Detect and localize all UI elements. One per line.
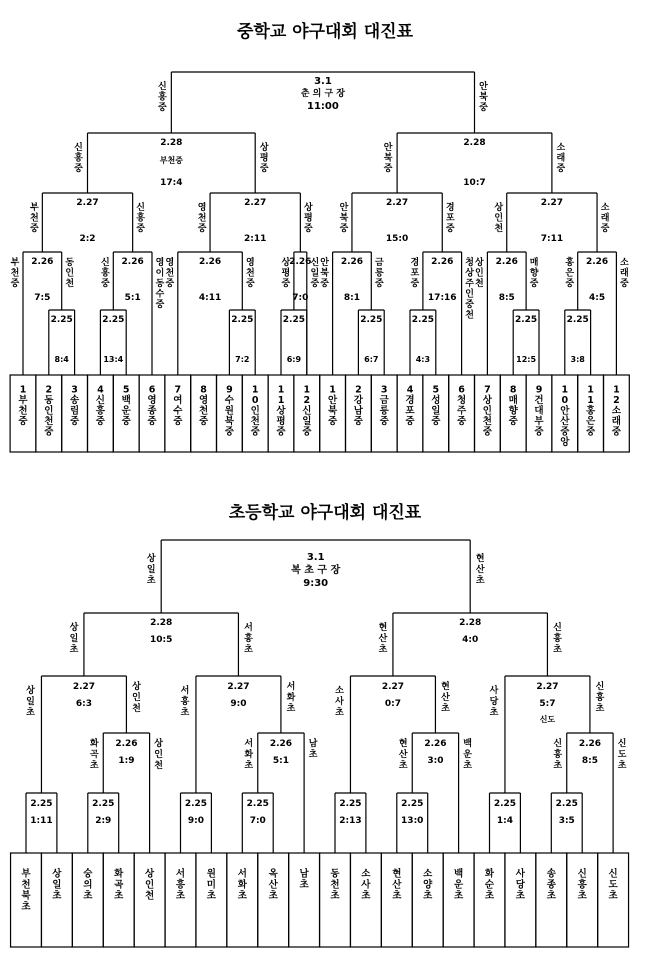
team-name: 6 영 종 중	[147, 384, 157, 427]
game-date: 2.26	[269, 739, 293, 749]
game-date: 2.28	[459, 618, 482, 628]
game-score: 13:4	[103, 355, 124, 364]
game-score: 5:7	[539, 699, 556, 709]
game-date: 2.26	[431, 257, 454, 267]
game-date: 2.26	[121, 257, 144, 267]
winner-label: 안 북 중	[383, 143, 393, 174]
middle-title: 중학교 야구대회 대진표	[236, 22, 414, 42]
game-date: 2.28	[160, 138, 183, 148]
game-score: 17:4	[160, 178, 183, 188]
game-score: 1:11	[30, 816, 53, 826]
team-name: 부 천 북 초	[21, 868, 31, 913]
game-score: 3:0	[427, 756, 444, 766]
winner-label: 경 포 중	[410, 258, 420, 289]
team-name: 남 초	[299, 868, 309, 891]
team-name: 소 양 초	[423, 868, 433, 902]
team-name: 4 경 포 중	[405, 384, 415, 427]
game-date: 2.25	[246, 799, 269, 809]
team-name: 1 안 북 중	[328, 384, 338, 427]
team-name: 9 수 원 북 중	[224, 384, 234, 438]
team-name: 5 성 일 중	[431, 384, 441, 427]
team-name: 원 미 초	[206, 868, 216, 902]
game-score: 8:1	[343, 293, 361, 303]
game-score: 17:16	[427, 293, 457, 303]
winner-label: 안 북 중	[479, 82, 488, 113]
team-name: 1 0 인 천 중	[250, 384, 260, 438]
game-score: 4:3	[415, 355, 431, 364]
team-name: 송 종 초	[546, 868, 556, 902]
winner-label: 소 래 중	[556, 143, 566, 174]
game-score: 1:9	[118, 756, 135, 766]
game-score: 2:11	[244, 234, 267, 244]
game-date: 2.26	[198, 257, 222, 267]
game-score: 4:11	[198, 293, 222, 303]
winner-label: 안 북 중	[339, 203, 349, 234]
winner-label: 현 산 초	[441, 682, 450, 714]
game-score: 10:7	[463, 178, 486, 188]
game-score: 9:0	[230, 699, 247, 709]
winner-label: 영 천 중	[197, 203, 207, 234]
game-date: 2.28	[463, 138, 486, 148]
winner-label: 영 이 동 수 중	[155, 258, 165, 310]
game-date: 2.26	[495, 257, 518, 267]
game-date: 2.25	[92, 799, 115, 809]
team-name: 1 1 상 평 중	[276, 384, 286, 438]
game-date: 2.26	[31, 257, 54, 267]
game-score: 1:4	[496, 816, 514, 826]
winner-label: 상 평 중	[303, 203, 313, 234]
game-date: 2.27	[227, 682, 250, 692]
game-score: 6:7	[364, 355, 379, 364]
game-note: 신도	[539, 715, 556, 724]
game-score: 6:3	[75, 699, 92, 709]
team-name: 2 강 남 중	[353, 384, 363, 427]
winner-label: 사 당 초	[489, 686, 499, 718]
winner-label: 상 인 천	[132, 682, 141, 714]
winner-label: 금 릉 중	[374, 258, 384, 289]
game-date: 2.25	[339, 799, 362, 809]
winner-label: 동 인 천	[65, 258, 75, 289]
winner-label: 상 일 초	[146, 554, 156, 586]
game-score: 7:5	[34, 293, 51, 303]
team-box	[289, 853, 320, 947]
winner-label: 상 일 초	[26, 686, 35, 718]
team-name: 2 동 인 천 중	[44, 384, 54, 438]
team-name: 서 흥 초	[175, 868, 186, 902]
winner-label: 서 흥 초	[244, 623, 253, 655]
game-date: 2.25	[102, 315, 125, 325]
game-date: 2.26	[340, 257, 364, 267]
team-name: 신 도 초	[608, 868, 618, 902]
game-date: 2.25	[514, 315, 538, 325]
winner-label: 상 일 초	[69, 623, 79, 655]
final-venue: 춘 의 구 장	[300, 89, 346, 99]
game-date: 2.26	[424, 739, 447, 749]
final-date: 3.1	[306, 552, 325, 563]
game-date: 2.28	[150, 618, 173, 628]
winner-label: 소 래 중	[600, 203, 610, 234]
team-name: 9 건 대 부 중	[534, 384, 544, 438]
game-date: 2.25	[401, 799, 424, 809]
winner-label: 현 산 초	[378, 623, 388, 655]
game-score: 8:5	[498, 293, 515, 303]
team-name: 동 천 초	[330, 868, 340, 902]
winner-label: 영 천 중	[245, 258, 255, 289]
game-score: 2:9	[95, 816, 112, 826]
team-name: 3 송 림 중	[70, 384, 80, 427]
game-date: 2.26	[585, 257, 609, 267]
winner-label: 상 평 중	[281, 258, 291, 289]
game-date: 2.27	[385, 198, 409, 208]
team-name: 상 인 천	[145, 868, 155, 902]
winner-label: 신 흥 중	[136, 203, 146, 234]
game-score: 4:5	[588, 293, 606, 303]
winner-label: 신 일 중	[310, 258, 320, 289]
final-time: 9:30	[303, 578, 329, 589]
final-date: 3.1	[314, 76, 332, 87]
team-name: 1 2 소 래 중	[611, 384, 621, 438]
team-name: 숭 의 초	[83, 868, 93, 902]
game-date: 2.25	[30, 799, 53, 809]
winner-label: 상 인 천	[494, 203, 504, 234]
winner-label: 소 래 중	[620, 258, 629, 289]
team-name: 1 1 홍 은 중	[586, 384, 596, 438]
winner-label: 소 사 초	[335, 686, 344, 718]
game-date: 2.27	[76, 198, 99, 208]
game-date: 2.25	[555, 799, 578, 809]
game-date: 2.27	[72, 682, 96, 692]
game-date: 2.25	[566, 315, 589, 325]
game-score: 7:11	[540, 234, 564, 244]
winner-label: 상 평 중	[259, 143, 269, 174]
game-score: 0:7	[384, 699, 401, 709]
game-date: 2.25	[282, 315, 306, 325]
team-name: 상 일 초	[52, 868, 62, 902]
game-date: 2.25	[411, 315, 435, 325]
game-score: 3:5	[558, 816, 575, 826]
winner-label: 부 천 중	[10, 258, 20, 289]
game-date: 2.25	[360, 315, 383, 325]
team-name: 백 운 초	[454, 868, 464, 902]
winner-label: 현 산 초	[475, 554, 485, 586]
winner-label: 홍 은 중	[565, 258, 575, 289]
game-score: 4:0	[462, 635, 479, 645]
game-date: 2.25	[231, 315, 254, 325]
game-score: 8:5	[581, 756, 598, 766]
team-name: 5 백 운 중	[121, 384, 131, 427]
team-name: 사 당 초	[515, 868, 525, 902]
game-score: 2:13	[339, 816, 362, 826]
team-name: 서 화 초	[237, 868, 247, 902]
winner-label: 신 흥 중	[100, 258, 110, 289]
team-name: 1 부 천 중	[18, 384, 28, 427]
game-score: 7:0	[292, 293, 309, 303]
winner-label: 신 도 초	[617, 739, 627, 771]
game-date: 2.25	[184, 799, 208, 809]
game-score: 5:1	[124, 293, 141, 303]
game-date: 2.27	[381, 682, 405, 692]
game-score: 10:5	[149, 635, 173, 645]
team-name: 8 영 천 중	[199, 384, 209, 427]
game-score: 5:1	[272, 756, 289, 766]
game-score: 6:9	[286, 355, 302, 364]
team-name: 화 순 초	[484, 868, 495, 902]
team-name: 8 매 향 중	[508, 384, 518, 427]
winner-label: 안 북 중	[320, 258, 329, 289]
game-score: 7:2	[235, 355, 250, 364]
game-score: 12:5	[516, 355, 537, 364]
winner-label: 영 천 중	[165, 258, 175, 289]
game-date: 2.25	[50, 315, 73, 325]
winner-label: 상 인 천	[475, 258, 484, 289]
winner-label: 서 화 초	[244, 739, 254, 771]
game-score: 9:0	[187, 816, 205, 826]
winner-label: 신 흥 초	[553, 623, 562, 655]
winner-label: 서 화 초	[286, 682, 296, 714]
final-time: 11:00	[307, 101, 339, 112]
game-score: 2:2	[79, 234, 96, 244]
game-score: 15:0	[385, 234, 409, 244]
game-score: 13:0	[401, 816, 424, 826]
team-name: 7 상 인 천 중	[482, 384, 492, 438]
winner-label: 신 흥 중	[74, 143, 83, 174]
game-date: 2.26	[578, 739, 602, 749]
game-date: 2.25	[493, 799, 517, 809]
winner-label: 신 흥 중	[157, 82, 167, 113]
game-score: 3:8	[570, 355, 585, 364]
game-score: 8:4	[54, 355, 69, 364]
game-date: 2.26	[289, 257, 312, 267]
team-name: 4 신 흥 중	[95, 384, 105, 427]
winner-label: 화 곡 초	[89, 739, 99, 771]
team-name: 3 금 릉 중	[379, 384, 389, 427]
winner-label: 백 운 초	[463, 739, 472, 771]
game-note: 부천중	[159, 156, 183, 165]
team-name: 화 곡 초	[114, 868, 124, 902]
team-name: 옥 산 초	[268, 868, 278, 902]
team-name: 현 산 초	[392, 868, 402, 902]
game-date: 2.27	[540, 198, 564, 208]
game-date: 2.27	[536, 682, 559, 692]
winner-label: 서 흥 초	[180, 686, 190, 718]
winner-label: 신 흥 초	[553, 739, 563, 771]
team-name: 1 2 신 일 중	[302, 384, 312, 438]
team-name: 소 사 초	[361, 868, 371, 902]
elementary-title: 초등학교 야구대회 대진표	[228, 503, 422, 523]
winner-label: 경 포 중	[445, 203, 455, 234]
team-name: 신 흥 초	[577, 868, 587, 902]
game-date: 2.26	[115, 739, 138, 749]
team-name: 6 청 주 중	[457, 384, 467, 427]
winner-label: 신 흥 초	[595, 682, 605, 714]
final-venue: 복 초 구 장	[291, 565, 341, 576]
winner-label: 상 인 천	[154, 739, 163, 771]
winner-label: 남 초	[308, 739, 318, 760]
winner-label: 매 향 중	[529, 258, 539, 289]
team-name: 1 0 안 산 중 앙	[560, 384, 570, 448]
game-date: 2.27	[244, 198, 267, 208]
team-name: 7 여 수 중	[173, 384, 183, 427]
game-score: 7:0	[249, 816, 266, 826]
winner-label: 청 상 주 인 중 천	[465, 258, 474, 321]
winner-label: 현 산 초	[398, 739, 408, 771]
winner-label: 부 천 중	[29, 203, 39, 234]
